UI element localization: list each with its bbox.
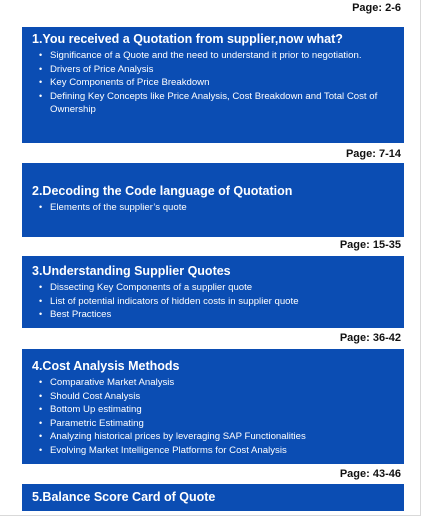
page-border-right xyxy=(420,0,421,516)
list-item: • Elements of the supplier’s quote xyxy=(50,201,394,215)
page-border-bottom xyxy=(0,515,421,516)
section-box-4 xyxy=(22,349,404,464)
bullet-list xyxy=(32,281,394,322)
page-range-label: Page: 2-6 xyxy=(352,2,401,14)
list-item: • Bottom Up estimating xyxy=(50,403,394,417)
section-title: 1.You received a Quotation from supplier,now what? xyxy=(32,32,343,46)
bullet-list xyxy=(32,376,394,458)
page-range-label: Page: 36-42 xyxy=(339,332,401,344)
list-item: • Key Components of Price Breakdown xyxy=(50,76,394,90)
list-item: • Defining Key Concepts like Price Analysis, Cost Breakdown and Total Cost of Ownership xyxy=(50,90,394,117)
section-title: 3.Understanding Supplier Quotes xyxy=(32,264,231,278)
list-item: • Significance of a Quote and the need to understand it prior to negotiation. xyxy=(50,49,394,63)
section-box-1 xyxy=(22,27,404,143)
page-range-label: Page: 15-35 xyxy=(339,239,401,251)
list-item: • List of potential indicators of hidden costs in supplier quote xyxy=(50,295,394,309)
bullet-list xyxy=(32,49,394,117)
list-item: • Dissecting Key Components of a supplier quote xyxy=(50,281,394,295)
page-range-label: Page: 7-14 xyxy=(345,148,401,160)
section-title: 5.Balance Score Card of Quote xyxy=(32,490,216,504)
list-item: • Drivers of Price Analysis xyxy=(50,63,394,77)
section-box-2 xyxy=(22,163,404,237)
list-item: • Should Cost Analysis xyxy=(50,390,394,404)
page-range-label: Page: 43-46 xyxy=(339,468,401,480)
section-box-3 xyxy=(22,256,404,328)
section-title: 4.Cost Analysis Methods xyxy=(32,359,180,373)
list-item: • Best Practices xyxy=(50,308,394,322)
list-item: • Analyzing historical prices by leveraging SAP Functionalities xyxy=(50,430,394,444)
list-item: • Comparative Market Analysis xyxy=(50,376,394,390)
section-box-5 xyxy=(22,484,404,511)
section-title: 2.Decoding the Code language of Quotation xyxy=(32,184,293,198)
list-item: • Parametric Estimating xyxy=(50,417,394,431)
bullet-list xyxy=(32,201,394,215)
list-item: • Evolving Market Intelligence Platforms for Cost Analysis xyxy=(50,444,394,458)
